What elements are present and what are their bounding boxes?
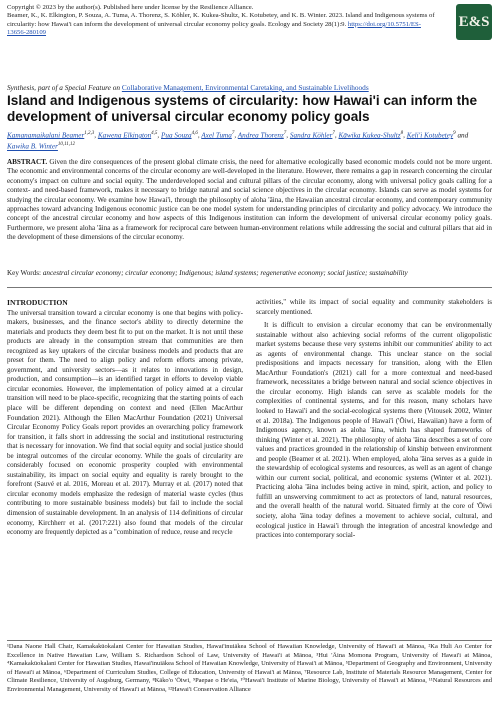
keywords-list: ancestral circular economy; circular economy; Indigenous; island systems; regenerative economy; social justice; sustainability [42, 269, 408, 277]
divider-top [7, 287, 492, 288]
author-affiliation-marker: 7 [231, 131, 235, 136]
section-type: Synthesis [7, 83, 35, 92]
article-title: Island and Indigenous systems of circularity: how Hawai'i can inform the development of universal circular economy policy goals [7, 93, 478, 124]
author-affiliation-marker: 1,2,3 [84, 131, 95, 136]
author-link[interactable]: Keli'i Kotubetey [406, 131, 454, 140]
author-affiliation-marker: 9 [453, 131, 456, 136]
abstract-label: ABSTRACT. [7, 158, 48, 166]
special-feature-line [7, 83, 492, 92]
intro-paragraph-1-cont: activities," while its impact of social equality and community stakeholders is scarcely mentioned. [256, 298, 492, 316]
keywords [7, 269, 492, 278]
author-separator: and [455, 131, 469, 140]
divider-footnotes [7, 640, 492, 641]
author-separator: , [94, 131, 98, 140]
author-affiliation-marker: 10,11,12 [57, 142, 76, 148]
copyright-line: Copyright © 2023 by the author(s). Published here under license by the Resilience Alliance. [7, 4, 254, 11]
affiliation-footnotes: ¹Dana Naone Hall Chair, Kamakakūokalani Center for Hawaiian Studies, Hawai'inuiākea School of Hawaiian Knowledge, University of Hawai'i at Mānoa, ²Ka Huli Ao Center for Excellence in Native Hawaiian Law, William S. Richardson School of Law, University of Hawai'i at Mānoa, ³Hui 'Āina Momona Program, University of Hawai'i at Mānoa, ⁴Kamakakūokalani Center for Hawaiian Studies, Hawai'inuiākea School of Hawaiian Knowledge, University of Hawai'i at Mānoa, ⁵Department of Geography and Environment, University of Hawai'i at Mānoa, ⁶Department of Curriculum Studies, College of Education, University of Hawai'i at Mānoa, ⁷Resource Lab, Institute of Materials Resource Management, Center for Climate Resilience, University of Augsburg, Germany, ⁸Kāko'o 'Ōiwi, ⁹Paepae o He'eia, ¹⁰Hawai'i Institute of Marine Biology, University of Hawai'i at Mānoa, ¹¹Natural Resources and Environmental Management, University of Hawai'i at Mānoa, ¹²Hawai'i Conservation Alliance [7, 643, 492, 693]
introduction-heading: INTRODUCTION [7, 298, 68, 307]
citation-header [7, 4, 439, 38]
intro-paragraph-1: The universal transition toward a circular economy is one that begins with policy-makers, businesses, and the finance sector's ability to directly determine the materials and products they deem best fit to put on the market. It is not until these products are already in the consumption stream that communities are then recognized as key uptakers of the circular business models and products that are preset for them. The need to align policy and reform efforts among private, government, and university sectors—as it relates to innovations in design, production, and consumption—is an identified target in efforts to develop viable circular economies. However, the implementation of policy aimed at a circular transition will need to be place-specific, recognizing that the starting points of each place will be different depending on context and need (Ellen MacArthur Foundation 2021). Although the Ellen MacArthur Foundation (2021) Universal Circular Economy Policy Goals report provides an overarching policy framework for transition, it falls short in addressing the social and institutional restructuring that is necessary for innovation. We find that social equity and social justice should be integral outcomes of the circular economy. While the goals of circularity are considerably focused on economic prosperity coupled with environmental sustainability, its impact on social equity and equality is rarely brought to the forefront (Sauvé et al. 2016, Moreau et al. 2017). Murray et al. (2017) noted that circular economy models emphasize the redesign of material waste cycles (thus contributing to more sustainable business models) but fail to include the social dimension of sustainable development. In an analysis of 114 definitions of circular economy, Kirchherr et al. (2017:221) also found that models of the circular economy are frequently depicted as a "combination of reduce, reuse and recycle [7, 308, 243, 537]
author-link[interactable]: Axel Tuma [201, 131, 232, 140]
author-separator: , [197, 131, 202, 140]
author-separator: , [403, 131, 407, 140]
author-affiliation-marker: 8 [400, 131, 404, 136]
body-left-column [7, 298, 243, 538]
intro-paragraph-2: It is difficult to envision a circular economy that can be environmentally sustainable without also achieving social reforms of the current oligopolistic market systems because these very systems inhibit our communities' ability to act as agents of environmental change. This unclear stance on the social predispositions and impacts necessary for transition, along with the Ellen MacArthur Foundation's (2021) call for a more contextual and need-based framework, necessitates a bridge between natural and social science objectives in the circular economy. High islands can serve as scalable models for the complexities of continental systems, and for this reason, many scholars have looked to Hawai'i and the social-ecological systems there (Vitousek 2002, Winter et al. 2018a). The Indigenous people of Hawai'i ('Ōiwi, Hawaiian) have a form of Indigenous agency, known as aloha 'āina, which has shaped frameworks of thinking (Winter et al. 2021). The philosophy of aloha 'āina describes a set of core values and practices grounded in the relationship of kinship between environment and people (Beamer et al. 2021). When employed, aloha 'āina serves as a guide in the stewardship of ecological systems and resources, as well as an agent of change within our current social, political, and economic systems (Winter et al. 2021). Practicing aloha 'āina includes being active in mind, spirit, action, and policy to fulfill an unswerving commitment to act as protectors of land, natural resources, and the overall health of the natural world. Situated firmly at the core of 'Ōiwi society, aloha 'āina today defines a movement to achieve social, cultural, and ecological justice in Hawai'i through the integration of ancestral knowledge and practices into contemporary social- [256, 321, 492, 540]
citation-body: Beamer, K., K. Elkington, P. Souza, A. Tuma, A. Thorenz, S. Köhler, K. Kukea-Shultz, K. Kotubetey, and K. B. Winter. 2023. Island and Indigenous systems of circularity: how Hawai'i can inform the development of universal circular economy policy goals. Ecology and Society 28(1):9. [7, 12, 435, 28]
author-separator: , [334, 131, 339, 140]
section-middle: , part of a Special Feature on [34, 83, 122, 92]
author-link[interactable]: Kāwika Kukea-Shultz [338, 131, 401, 140]
author-link[interactable]: Pua Souza [161, 131, 192, 140]
abstract-text: Given the dire consequences of the present global climate crisis, the need for alternative ecologically based economic models could not be more urgent. The economic and environmental concerns of the circular economy are well-developed in the literature. However, there remains a gap in research concerning the circular economy's impact on culture and social equity. The underdeveloped social and cultural pillars of the circular economy, along with universal policy goals calling for a context- and need-based framework, makes it necessary to bridge natural and social science objectives in the circular economy. Islands can serve as model systems for studying the circular economy. We examine how Hawai'i, through the philosophy of aloha 'āina, the Hawaiian ancestral circular economy, and contemporary community approaches toward advancing Indigenous economic justice can be one model system for understanding principles of circularity and policy advocacy. We introduce the concept of the ancestral circular economy and how aspects of this Indigenous institution can inform the development of universal circular economy policy goals. Furthermore, we present aloha 'āina as a framework for reciprocal care between human-environment relations while addressing the social and cultural pillars that aid in the development of these dimensions of the circular economy. [7, 158, 492, 242]
author-link[interactable]: Kawika B. Winter [7, 142, 58, 151]
author-affiliation-marker: 4,6 [191, 131, 198, 136]
author-affiliation-marker: 4,5 [151, 131, 158, 136]
citation-text [7, 12, 439, 37]
author-affiliation-marker: 7 [283, 131, 287, 136]
author-link[interactable]: Sandra Köhler [289, 131, 333, 140]
abstract [7, 158, 492, 243]
body-right-column [256, 298, 492, 541]
author-separator: , [286, 131, 290, 140]
author-link[interactable]: Kamanamaikalani Beamer [7, 131, 85, 140]
author-separator: , [157, 131, 162, 140]
doi-link[interactable]: https://doi.org/10.5751/ES-13656-280109 [7, 20, 421, 37]
special-feature-link[interactable]: Collaborative Management, Environmental Caretaking, and Sustainable Livelihoods [121, 83, 369, 92]
author-link[interactable]: Kawena Elkington [97, 131, 152, 140]
journal-logo: E&S [456, 4, 492, 40]
author-separator: , [234, 131, 238, 140]
keywords-label: Key Words: [7, 269, 42, 277]
author-link[interactable]: Andrea Thorenz [237, 131, 284, 140]
author-affiliation-marker: 7 [332, 131, 335, 136]
author-list [7, 129, 487, 152]
